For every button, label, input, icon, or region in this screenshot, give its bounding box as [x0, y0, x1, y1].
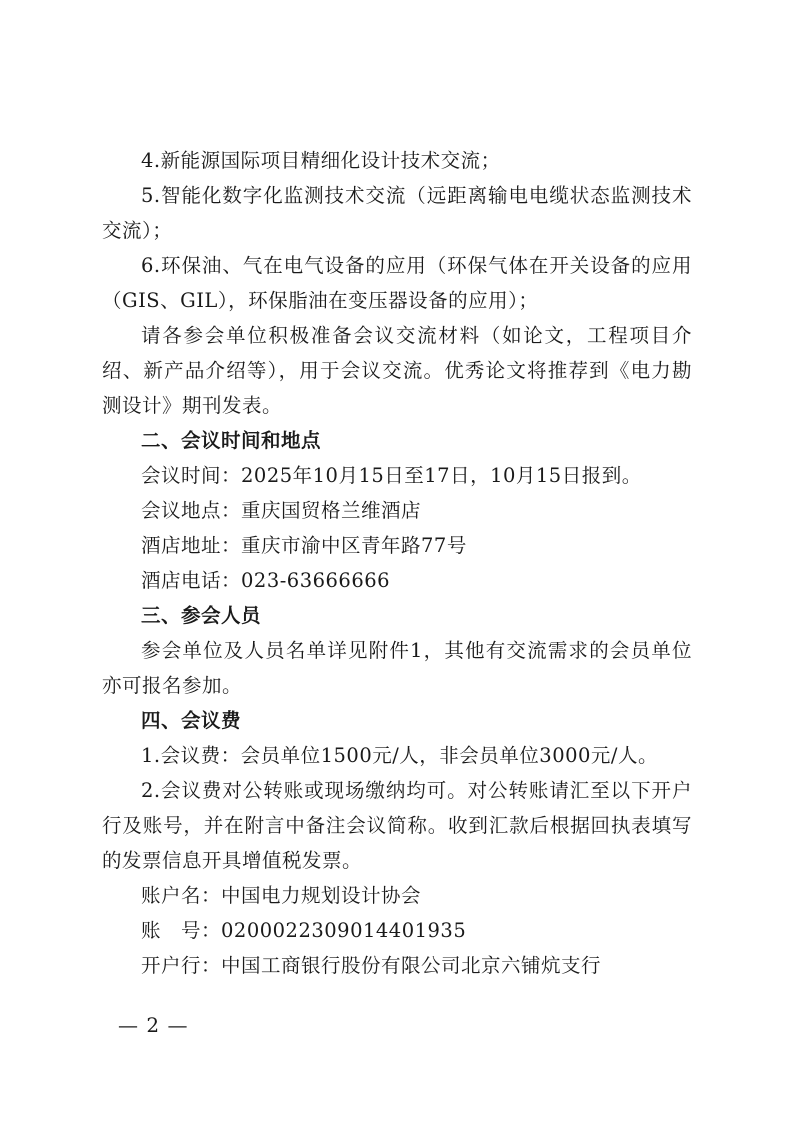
section-heading-time-location: 二、会议时间和地点	[141, 429, 322, 452]
page-number: — 2 —	[118, 1013, 189, 1037]
list-item-5: 5.智能化数字化监测技术交流（远距离输电电缆状态监测技术交流）；	[102, 184, 692, 242]
materials-paragraph: 请各参会单位积极准备会议交流材料（如论文，工程项目介绍、新产品介绍等），用于会议交流。优秀论文将推荐到《电力勘测设计》期刊发表。	[102, 324, 692, 417]
bank-name: 开户行：中国工商银行股份有限公司北京六铺炕支行	[141, 954, 602, 977]
account-number: 账 号：0200022309014401935	[141, 919, 467, 942]
body-text	[102, 143, 692, 983]
list-item-4: 4.新能源国际项目精细化设计技术交流；	[141, 149, 501, 172]
fee-amount: 1.会议费：会员单位1500元/人，非会员单位3000元/人。	[141, 744, 658, 767]
meeting-location: 会议地点：重庆国贸格兰维酒店	[141, 499, 422, 522]
account-name: 账户名：中国电力规划设计协会	[141, 884, 422, 907]
fee-payment: 2.会议费对公转账或现场缴纳均可。对公转账请汇至以下开户行及账号，并在附言中备注会议简称。收到汇款后根据回执表填写的发票信息开具增值税发票。	[102, 779, 692, 872]
hotel-address: 酒店地址：重庆市渝中区青年路77号	[141, 534, 467, 557]
section-heading-fee: 四、会议费	[141, 709, 242, 732]
meeting-time: 会议时间：2025年10月15日至17日，10月15日报到。	[141, 464, 642, 487]
list-item-6: 6.环保油、气在电气设备的应用（环保气体在开关设备的应用（GIS、GIL），环保脂油在变压器设备的应用）；	[102, 254, 692, 312]
hotel-phone: 酒店电话：023-63666666	[141, 569, 391, 592]
section-heading-participants: 三、参会人员	[141, 604, 262, 627]
participants-paragraph: 参会单位及人员名单详见附件1，其他有交流需求的会员单位亦可报名参加。	[102, 639, 692, 697]
